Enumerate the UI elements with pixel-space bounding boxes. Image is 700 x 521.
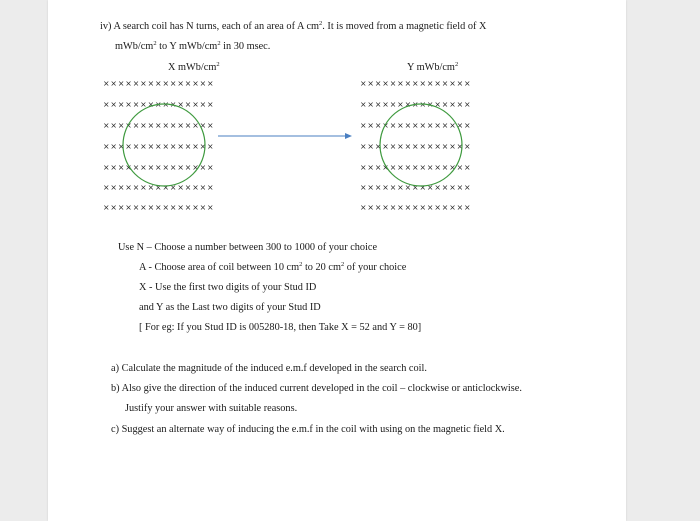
question-text: . It is moved from a magnetic field of X (322, 21, 487, 32)
instruction-y: and Y as the Last two digits of your Stud ID (139, 302, 321, 313)
superscript: 2 (340, 261, 345, 268)
part-a: a) Calculate the magnitude of the induced e.m.f developed in the search coil. (111, 363, 427, 374)
question-text: in 30 msec. (220, 41, 271, 52)
question-text: iv) A search coil has N turns, each of an area of A cm (100, 21, 320, 32)
field-y-row: ××××××××××××××× (360, 203, 472, 212)
instruction-text: A - Choose area of coil between 10 cm (139, 262, 300, 273)
search-coil-right (380, 104, 462, 186)
field-y-row: ××××××××××××××× (360, 100, 472, 109)
instruction-x: X - Use the first two digits of your Stud ID (139, 282, 317, 293)
field-x-row: ××××××××××××××× (103, 79, 215, 88)
field-label-text: X mWb/cm (168, 62, 217, 73)
document-page (48, 0, 626, 521)
field-y-row: ××××××××××××××× (360, 79, 472, 88)
field-y-row: ××××××××××××××× (360, 121, 472, 130)
field-x-row: ××××××××××××××× (103, 163, 215, 172)
superscript: 2 (299, 261, 303, 268)
field-x-row: ××××××××××××××× (103, 183, 215, 192)
search-coil-left (123, 104, 205, 186)
question-text: to Y mWb/cm (156, 41, 218, 52)
part-b: b) Also give the direction of the induced current developed in the coil – clockwise or anticlockwise. (111, 383, 522, 394)
superscript: 2 (153, 40, 157, 47)
instruction-a (139, 261, 406, 274)
instruction-text: of your choice (344, 262, 407, 273)
superscript: 2 (454, 61, 459, 68)
field-y-row: ××××××××××××××× (360, 163, 472, 172)
field-label-text: Y mWb/cm (407, 62, 455, 73)
question-text: mWb/cm (115, 41, 154, 52)
superscript: 2 (217, 40, 221, 47)
instruction-text: to 20 cm (302, 262, 341, 273)
field-x-row: ××××××××××××××× (103, 100, 215, 109)
field-x-row: ××××××××××××××× (103, 203, 215, 212)
movement-arrow-head (345, 133, 352, 139)
instruction-example: [ For eg: If you Stud ID is 005280-18, then Take X = 52 and Y = 80] (139, 322, 422, 333)
superscript: 2 (216, 61, 220, 68)
field-x-row: ××××××××××××××× (103, 142, 215, 151)
field-x-row: ××××××××××××××× (103, 121, 215, 130)
field-y-row: ××××××××××××××× (360, 183, 472, 192)
instruction-n: Use N – Choose a number between 300 to 1000 of your choice (118, 242, 378, 253)
field-y-row: ××××××××××××××× (360, 142, 472, 151)
part-b-justify: Justify your answer with suitable reasons. (125, 403, 298, 414)
part-c: c) Suggest an alternate way of inducing the e.m.f in the coil with using on the magnetic field X. (111, 424, 505, 435)
superscript: 2 (319, 20, 323, 27)
